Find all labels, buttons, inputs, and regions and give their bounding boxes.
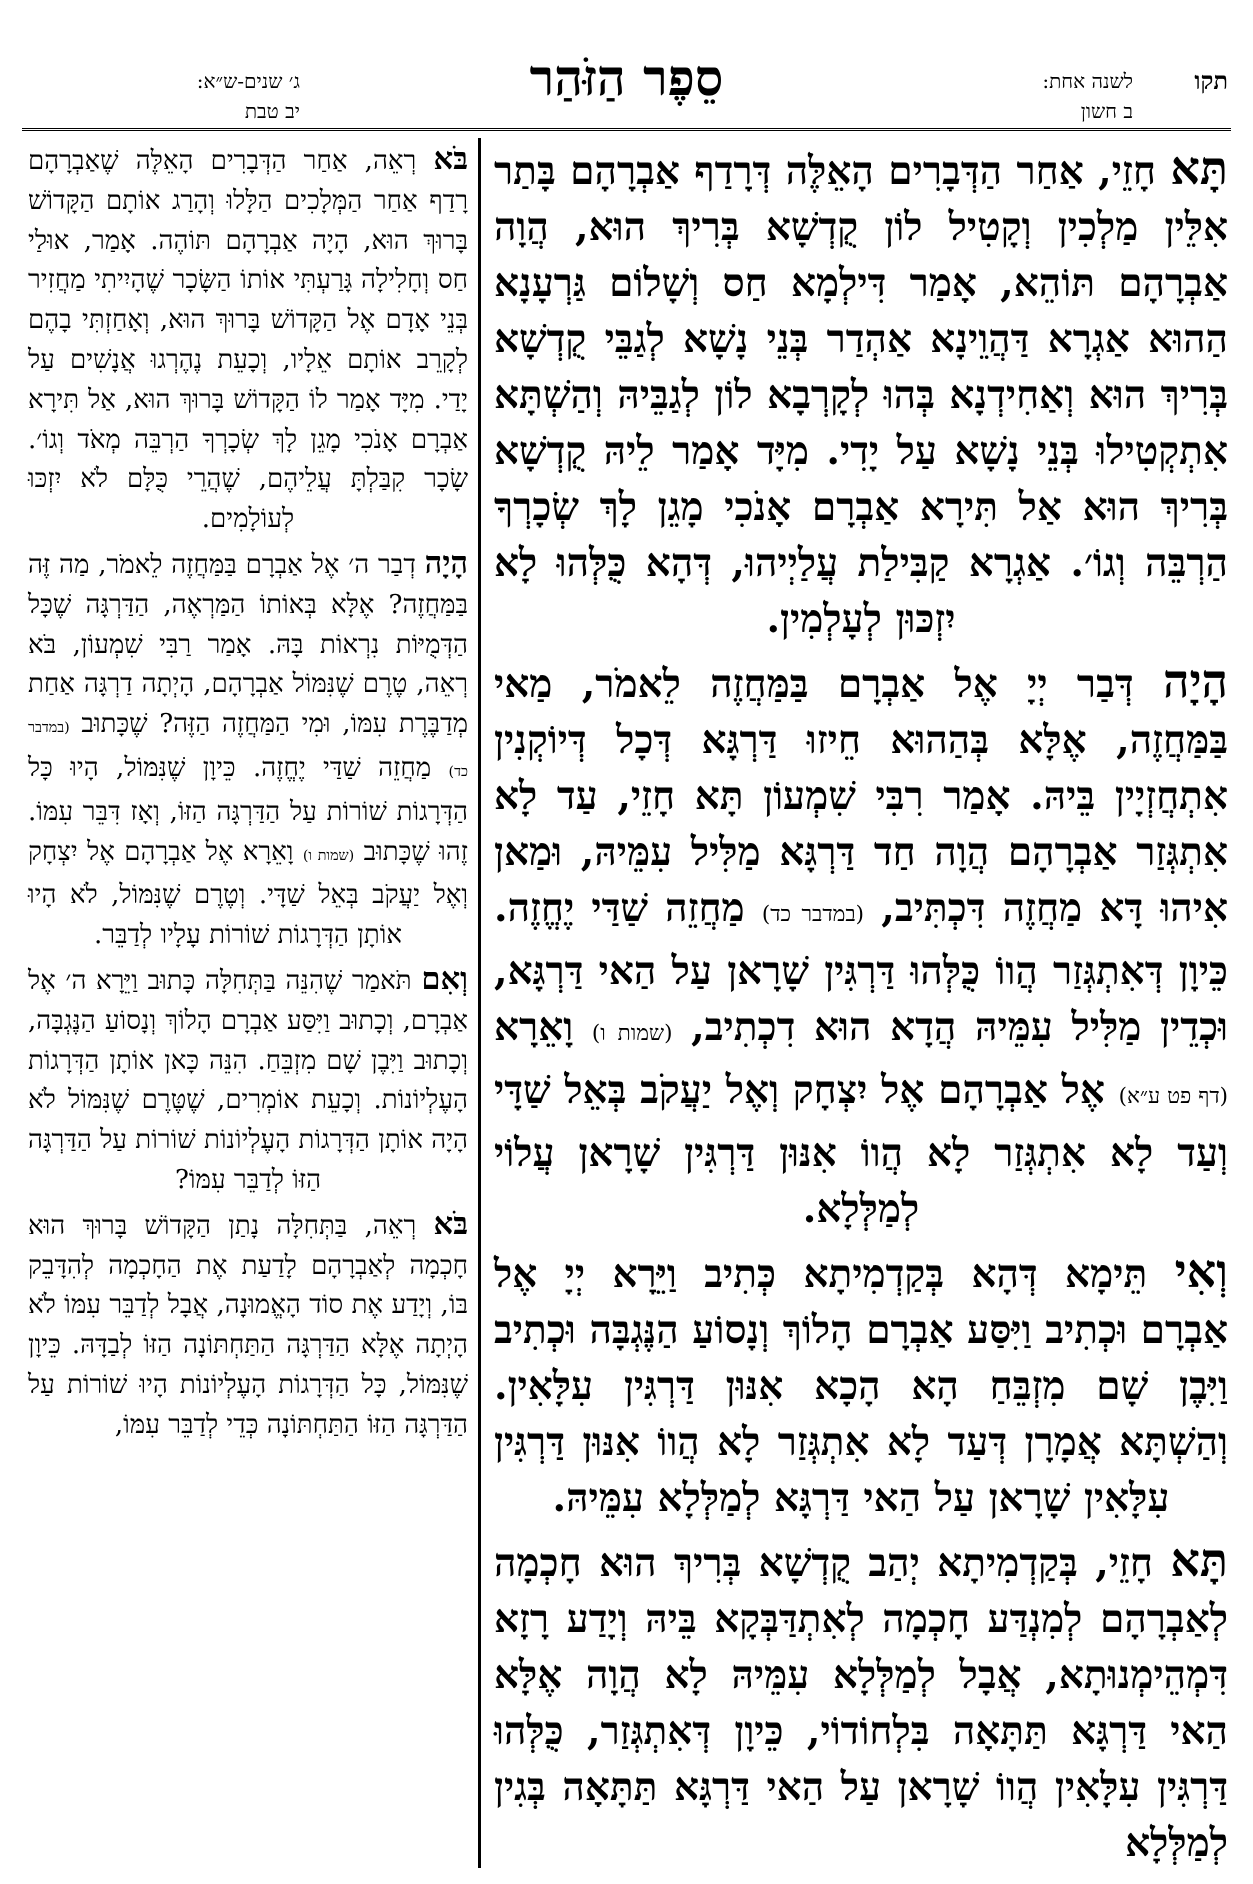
opening-word: בֹּא xyxy=(433,1205,468,1242)
daily-schedule-three-years xyxy=(60,66,300,126)
paragraph xyxy=(28,960,468,1201)
schedule-label: לשנה אחת: xyxy=(1042,69,1133,93)
paragraph-text: תֵּימָא דְּהָא בְּקַדְמִיתָא כְּתִיב וַיֵּרָא יְיָ אֶל אַבְרָם וּכְתִיב וַיִּסַּע אַבְרָם הָלוֹךְ וְנָסוֹעַ הַנֶּגְבָּה וּכְתִיב וַיִּבֶן שָׁם מִזְבֵּחַ הָא הָכָא אִנּוּן דַּרְגִּין עִלָּאִין. וְהַשְׁתָּא אֲמָרָן דְּעַד לָא אִתְגְּזַר לָא הֲווֹ אִנּוּן דַּרְגִּין עִלָּאִין שָׁרָאן עַל הַאי דַּרְגָּא לְמַלְּלָא עִמֵּיהּ. xyxy=(494,1251,1228,1521)
paragraph-text: רְאֵה, בַּתְּחִלָּה נָתַן הַקָּדוֹשׁ בָּרוּךְ הוּא חָכְמָה לְאַבְרָהָם לָדַעַת אֶת הַחָכְמָה לְהִדָּבֵק בּוֹ, וְיָדַע אֶת סוֹד הָאֱמוּנָה, אֲבָל לְדַבֵּר עִמּוֹ לֹא הָיְתָה אֶלָּא הַדַּרְגָּה הַתַּחְתּוֹנָה הַזּוֹ לְבַדָּהּ. כֵּיוָן שֶׁנִּמּוֹל, כָּל הַדְּרָגוֹת הָעֶלְיוֹנוֹת הָיוּ שׁוֹרוֹת עַל הַדַּרְגָּה הַזּוֹ הַתַּחְתּוֹנָה כְּדֵי לְדַבֵּר עִמּוֹ, xyxy=(28,1210,468,1440)
paragraph xyxy=(494,1243,1228,1526)
opening-word: הָיָה xyxy=(1162,654,1228,708)
opening-word: וְאִי xyxy=(1174,1244,1228,1298)
paragraph-text: תֹּאמַר שֶׁהִנֵּה בַּתְּחִלָּה כָּתוּב וַיֵּרָא ה׳ אֶל אַבְרָם, וְכָתוּב וַיִּסַּע אַבְרָם הָלוֹךְ וְנָסוֹעַ הַנֶּגְבָּה, וְכָתוּב וַיִּבֶן שָׁם מִזְבֵּחַ. הִנֵּה כָּאן אוֹתָן הַדְּרָגוֹת הָעֶלְיוֹנוֹת. וְכָעֵת אוֹמְרִים, שֶׁטֶּרֶם שֶׁנִּמּוֹל לֹא הָיָה אוֹתָן הַדְּרָגוֹת הָעֶלְיוֹנוֹת שׁוֹרוֹת עַל הַדַּרְגָּה הַזּוֹ לְדַבֵּר עִמּוֹ? xyxy=(28,965,468,1195)
paragraph-text: חָזֵי, אַחַר הַדְּבָרִים הָאֵלֶּה דְּרָדַף אַבְרָהָם בָּתַר אִלֵּין מַלְכִין וְקָטִיל לוֹן קֻדְשָׁא בְּרִיךְ הוּא, הֲוָה אַבְרָהָם תּוֹהֵא, אָמַר דִּילְמָא חַס וְשָׁלוֹם גַּרְעָנָא הַהוּא אַגְרָא דַּהֲוֵינָא אַהְדַר בְּנֵי נָשָׁא לְגַבֵּי קֻדְשָׁא בְּרִיךְ הוּא וְאַחִידְנָא בְּהוּ לְקָרְבָא לוֹן לְגַבֵּיהּ וְהַשְׁתָּא אִתְקְטִילוּ בְּנֵי נָשָׁא עַל יָדִי. מִיָּד אָמַר לֵיהּ קֻדְשָׁא בְּרִיךְ הוּא אַל תִּירָא אַבְרָם אָנֹכִי מָגֵן לָךְ שְׂכָרְךָ הַרְבֵּה וְגוֹ׳. אַגְרָא קַבִּילַת עֲלַיְיהוּ, דְּהָא כֻּלְּהוּ לָא יִזְכּוּן לְעָלְמִין. xyxy=(494,148,1228,642)
page-reference: (דף פט ע״א) xyxy=(1118,1084,1229,1109)
schedule-date: יב טבת xyxy=(244,99,300,123)
paragraph xyxy=(28,140,468,540)
paragraph xyxy=(494,653,1228,1237)
paragraph xyxy=(494,1532,1228,1871)
book-title: סֵפֶר הַזֹּהַר xyxy=(529,48,724,107)
opening-word: וְאִם xyxy=(421,960,468,997)
paragraph-text: אֶל אַבְרָהָם אֶל יִצְחָק וְאֶל יַעֲקֹב בְּאֵל שַׁדָּי וְעַד לָא אִתְגְּזַר לָא הֲווֹ אִנּוּן דַּרְגִּין שָׁרָאן עֲלוֹי לְמַלְּלָא. xyxy=(494,1067,1228,1232)
page-header xyxy=(20,24,1233,144)
schedule-date: ב חשון xyxy=(1080,99,1133,123)
paragraph xyxy=(28,1205,468,1446)
header-divider xyxy=(22,128,1231,131)
paragraph-text: חָזֵי, בְּקַדְמִיתָא יְהַב קֻדְשָׁא בְּרִיךְ הוּא חָכְמָה לְאַבְרָהָם לְמִנְדַּע חָכְמָה לְאִתְדַּבְּקָא בֵּיהּ וְיָדַע רָזָא דִּמְהֵימְנוּתָא, אֲבָל לְמַלְּלָא עִמֵּיהּ לָא הֲוָה אֶלָּא הַאי דַּרְגָּא תַּתָּאָה בִּלְחוֹדוֹי, כֵּיוָן דְּאִתְגְּזַר, כֻּלְּהוּ דַּרְגִּין עִלָּאִין הֲווֹ שָׁרָאן עַל הַאי דַּרְגָּא תַּתָּאָה בְּגִין לְמַלְּלָא xyxy=(494,1540,1228,1866)
paragraph-text: דְבַר ה׳ אֶל אַבְרָם בַּמַּחֲזֶה לֵאמֹר, מַה זֶּה בַּמַּחֲזֶה? אֶלָּא בְּאוֹתוֹ הַמַּרְאֶה, הַדַּרְגָּה שֶׁכָּל הַדְּמֻיּוֹת נִרְאוֹת בָּהּ. אָמַר רַבִּי שִׁמְעוֹן, בֹּא רְאֵה, טֶרֶם שֶׁנִּמּוֹל אַבְרָהָם, הָיְתָה דַרְגָּה אַחַת מְדַבֶּרֶת עִמּוֹ, וּמִי הַמַּחֲזֶה הַזֶּה? שֶׁכָּתוּב xyxy=(28,549,468,740)
column-divider xyxy=(478,138,481,1868)
paragraph-text: מַחֲזֵה שַׁדַּי יֶחֱזֶה. כֵּיוָן דְּאִתְגְּזַר הֲווֹ כֻּלְּהוּ דַּרְגִּין שָׁרָאן עַל הַאי דַּרְגָּא, וּכְדֵין מַלִּיל עִמֵּיהּ הֲדָא הוּא דִכְתִיב, xyxy=(494,885,1228,1050)
paragraph-text: וָאֵרָא אֶל אַבְרָהָם אֶל יִצְחָק וְאֶל יַעֲקֹב בְּאֵל שַׁדָּי. וְטֶרֶם שֶׁנִּמּוֹל, לֹא הָיוּ אוֹתָן הַדְּרָגוֹת שׁוֹרוֹת עָלָיו לְדַבֵּר. xyxy=(28,836,468,951)
hebrew-translation-column xyxy=(28,140,468,1450)
paragraph-text: רְאֵה, אַחַר הַדְּבָרִים הָאֵלֶּה שֶׁאַבְרָהָם רָדַף אַחַר הַמְּלָכִים הַלָּלוּ וְהָרַג אוֹתָם הַקָּדוֹשׁ בָּרוּךְ הוּא, הָיָה אַבְרָהָם תּוֹהֶה. אָמַר, אוּלַי חַס וְחָלִילָה גָּרַעְתִּי אוֹתוֹ הַשָּׂכָר שֶׁהָיִיתִי מַחֲזִיר בְּנֵי אָדָם אֶל הַקָּדוֹשׁ בָּרוּךְ הוּא, וְאָחַזְתִּי בָהֶם לְקָרֵב אוֹתָם אֵלָיו, וְכָעֵת נֶהֶרְגוּ אֲנָשִׁים עַל יָדַי. מִיָּד אָמַר לוֹ הַקָּדוֹשׁ בָּרוּךְ הוּא, אַל תִּירָא אַבְרָם אָנֹכִי מָגֵן לָךְ שְׂכָרְךָ הַרְבֵּה מְאֹד וְגוֹ׳. שָׂכָר קִבַּלְתָּ עֲלֵיהֶם, שֶׁהֲרֵי כֻּלָּם לֹא יִזְכּוּ לְעוֹלָמִים. xyxy=(28,146,468,535)
aramaic-text-column xyxy=(494,140,1228,1877)
opening-word: תָּא xyxy=(1170,141,1229,195)
citation: (במדבר כד) xyxy=(28,720,468,780)
paragraph-text: דְּבַר יְיָ אֶל אַבְרָם בַּמַּחֲזֶה לֵאמֹר, מַאי בַּמַּחֲזֶה, אֶלָּא בְּהַהוּא חֵיזוּ דַּרְגָּא דְּכָל דְּיוֹקְנִין אִתְחֲזְיָין בֵּיהּ. אָמַר רִבִּי שִׁמְעוֹן תָּא חָזֵי, עַד לָא אִתְגְּזַר אַבְרָהָם הֲוָה חַד דַּרְגָּא מַלִּיל עִמֵּיהּ, וּמַאן אִיהוּ דָּא מַחֲזֶה דִּכְתִּיב, xyxy=(494,661,1229,931)
paragraph xyxy=(28,544,468,956)
schedule-label: ג׳ שנים-ש״א: xyxy=(196,69,300,93)
citation: (שמות ו) xyxy=(591,1021,673,1046)
citation: (שמות ו) xyxy=(302,847,355,864)
paragraph-text: מַחֲזֵה שַׁדַּי יֶחֱזֶה. כֵּיוָן שֶׁנִּמּוֹל, הָיוּ כָּל הַדְּרָגוֹת שׁוֹרוֹת עַל הַדַּרְגָּה הַזּוֹ, וְאָז דִּבֵּר עִמּוֹ. זֶהוּ שֶׁכָּתוּב xyxy=(28,752,468,867)
opening-word: תָּא xyxy=(1170,1533,1228,1587)
citation: (במדבר כד) xyxy=(761,902,865,927)
paragraph-text: וָאֵרָא xyxy=(494,1004,592,1050)
opening-word: הָיָה xyxy=(424,544,468,581)
paragraph xyxy=(494,140,1228,647)
opening-word: בֹּא xyxy=(433,141,468,177)
page-number: תקו xyxy=(1194,66,1228,95)
